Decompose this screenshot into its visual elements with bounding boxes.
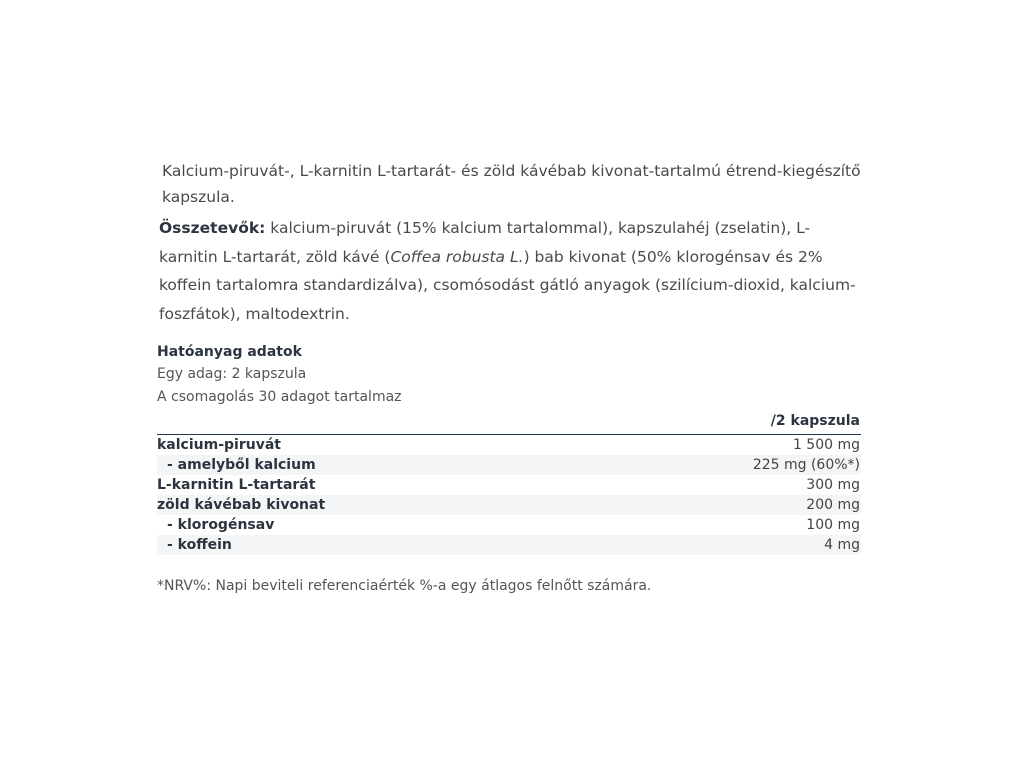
ingredients-text-after: ) bab kivonat (50% klorogénsav és 2% koffein tartalomra standardizálva), csomósodást gátló anyagok (szilícium-dioxid, kalcium-foszfátok), maltodextrin. bbox=[159, 247, 856, 323]
ingredients-latin-name: Coffea robusta L. bbox=[390, 247, 524, 266]
active-ingredients-info bbox=[157, 341, 861, 409]
ingredient-amount: 4 mg bbox=[585, 535, 861, 555]
ingredient-amount: 100 mg bbox=[806, 517, 860, 533]
nrv-footnote: *NRV%: Napi beviteli referenciaérték %-a egy átlagos felnőtt számára. bbox=[157, 578, 652, 594]
ingredient-amount: 225 mg (60%*) bbox=[585, 455, 861, 475]
ingredient-name: L-karnitin L-tartarát bbox=[157, 477, 316, 493]
ingredient-name: zöld kávébab kivonat bbox=[157, 495, 585, 515]
table-row bbox=[157, 495, 861, 515]
table-row bbox=[157, 515, 861, 535]
table-row bbox=[157, 535, 861, 555]
serving-size: Egy adag: 2 kapszula bbox=[157, 366, 307, 382]
ingredient-name: - koffein bbox=[157, 535, 585, 555]
table-row bbox=[157, 455, 861, 475]
package-servings: A csomagolás 30 adagot tartalmaz bbox=[157, 389, 402, 405]
table-header-name-cell bbox=[157, 411, 585, 435]
ingredient-amount: 200 mg bbox=[585, 495, 861, 515]
ingredients-text-before: kalcium-piruvát (15% kalcium tartalommal), kapszulahéj (zselatin), L-karnitin L-tartarát, zöld kávé ( bbox=[159, 219, 811, 266]
ingredient-name: - klorogénsav bbox=[167, 517, 275, 533]
table-row bbox=[157, 435, 861, 456]
active-ingredients-table bbox=[157, 411, 861, 555]
ingredient-amount: 1 500 mg bbox=[792, 437, 860, 453]
table-body bbox=[157, 435, 861, 556]
ingredients-paragraph bbox=[159, 214, 867, 328]
ingredients-label: Összetevők: bbox=[159, 219, 266, 237]
ingredient-name: - amelyből kalcium bbox=[157, 455, 585, 475]
table-header-per-serving: /2 kapszula bbox=[585, 411, 861, 435]
table-header-row bbox=[157, 411, 861, 435]
product-description: Kalcium-piruvát-, L-karnitin L-tartarát- és zöld kávébab kivonat-tartalmú étrend-kiegészítő kapszula. bbox=[162, 162, 861, 206]
ingredient-amount: 300 mg bbox=[806, 477, 860, 493]
table-row bbox=[157, 475, 861, 495]
active-ingredients-title: Hatóanyag adatok bbox=[157, 344, 302, 360]
ingredient-name: kalcium-piruvát bbox=[157, 437, 281, 453]
